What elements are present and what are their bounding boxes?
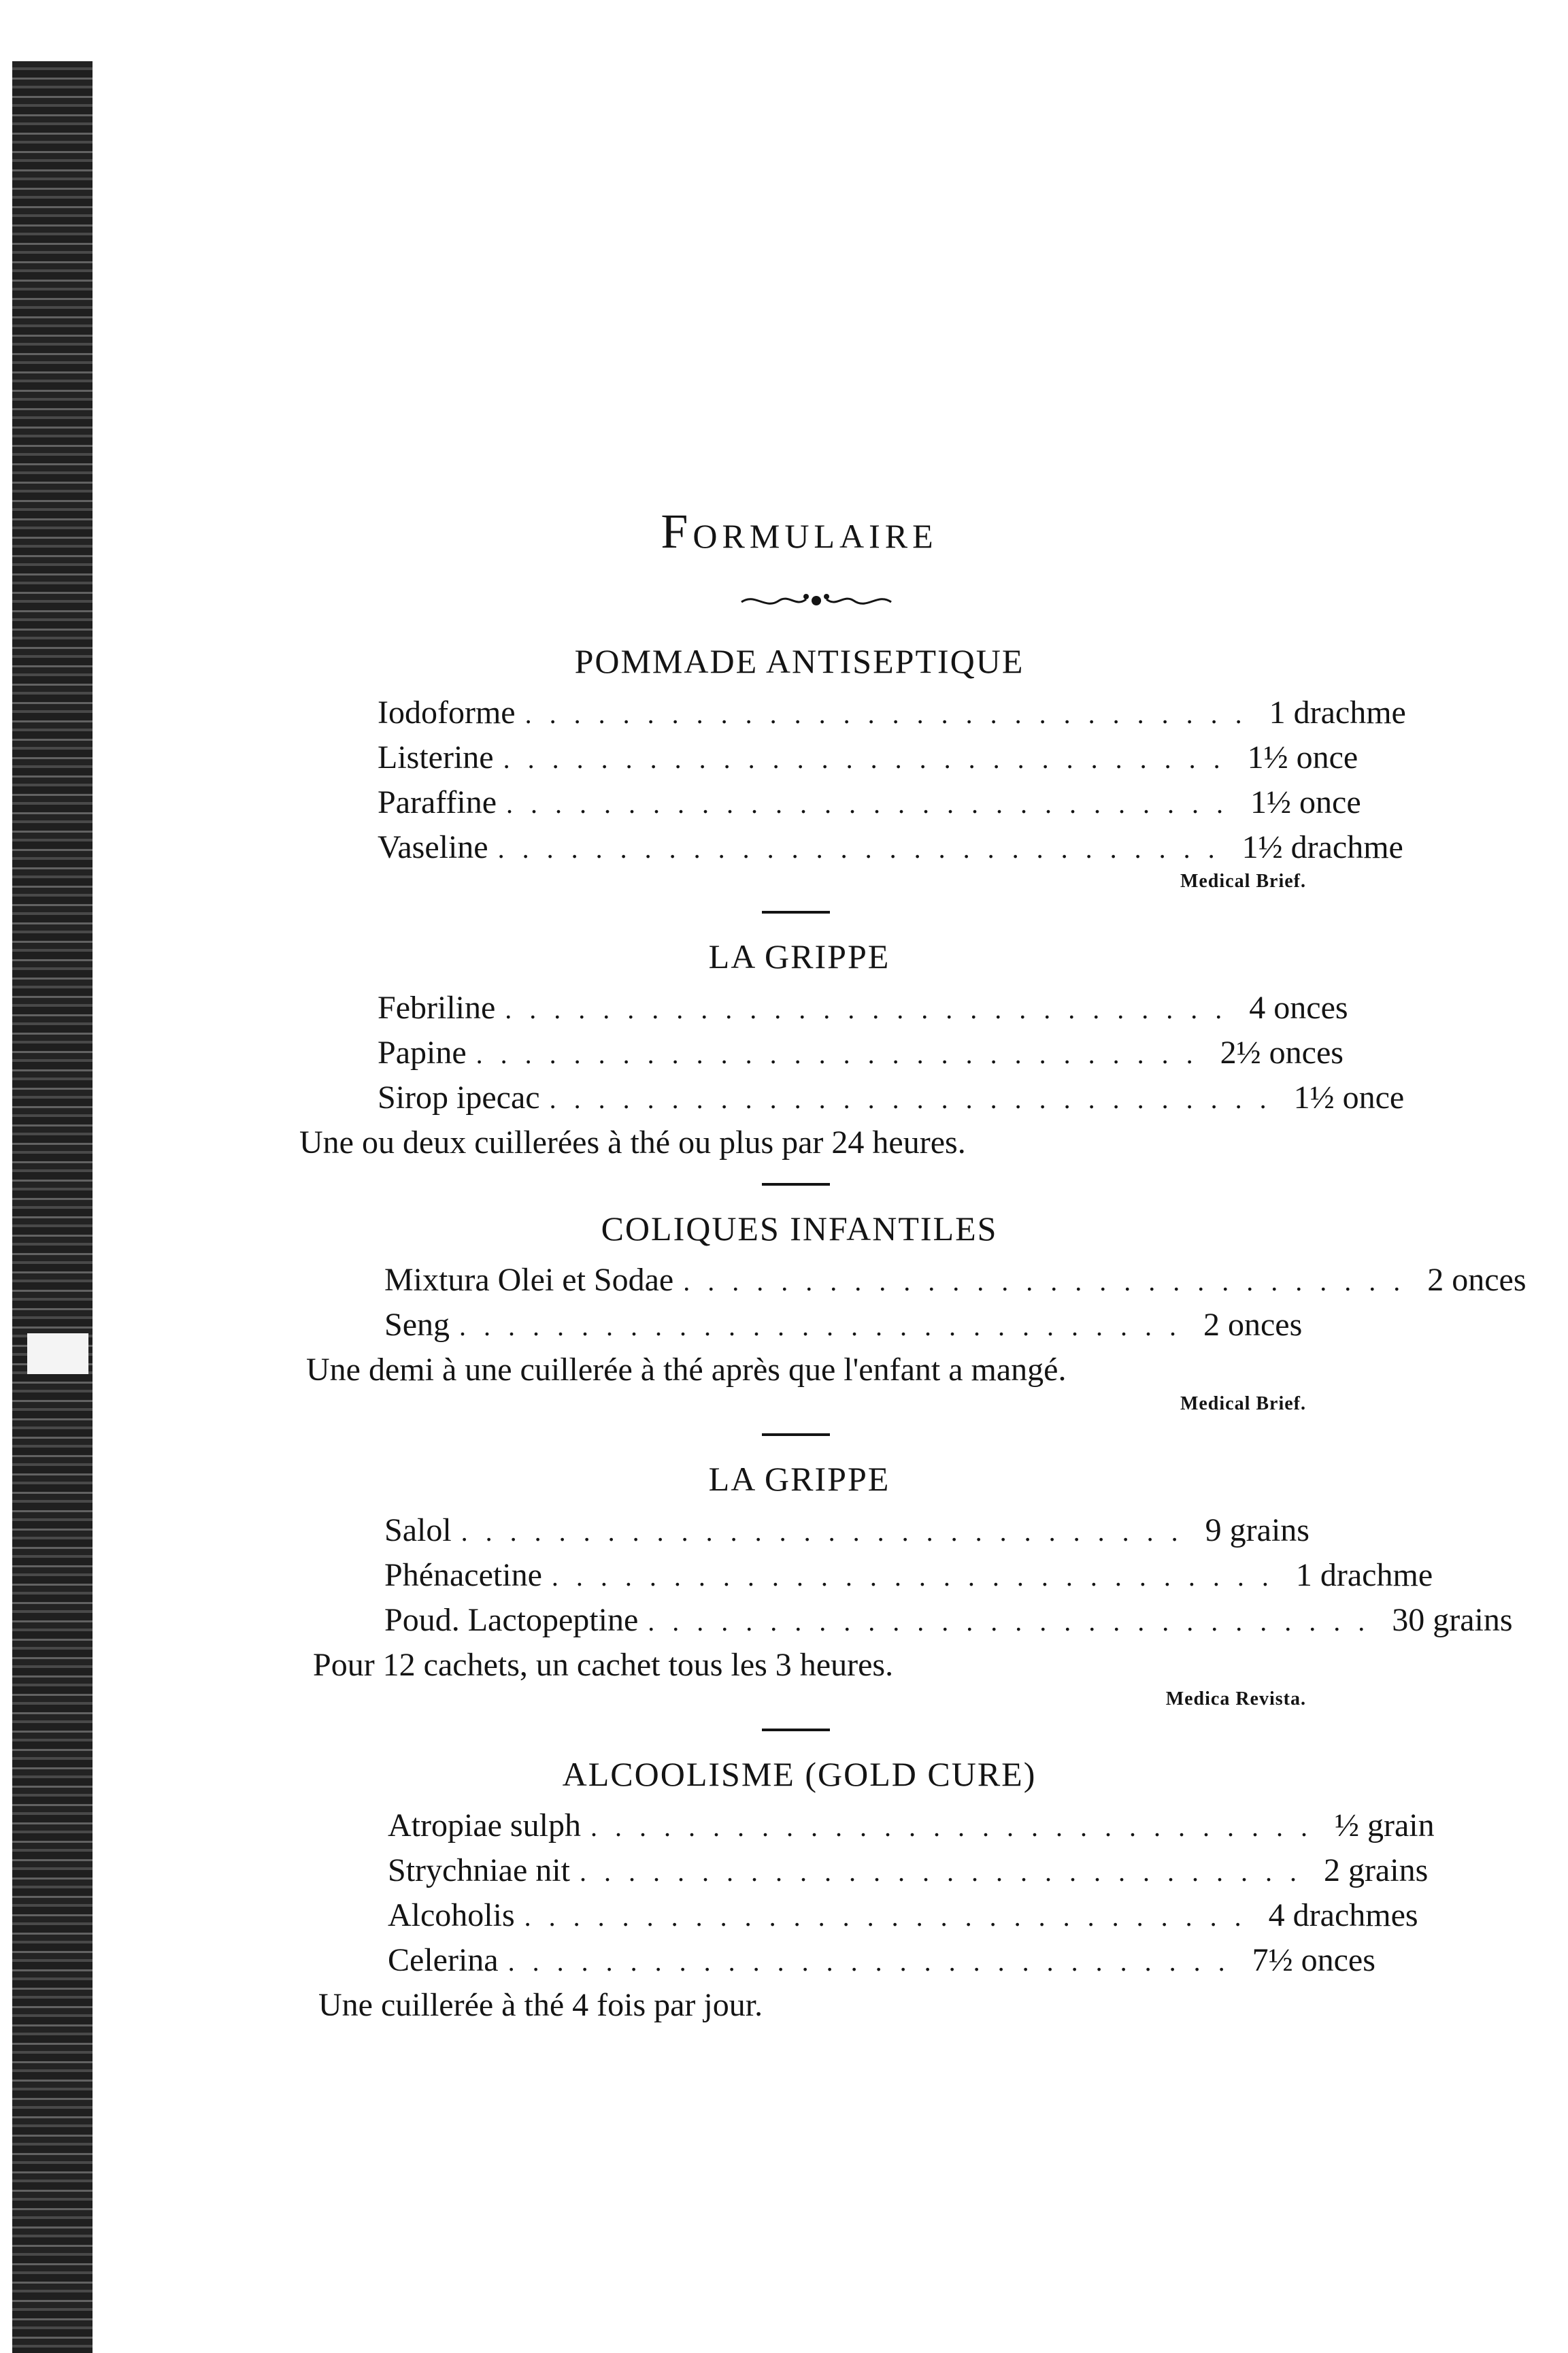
ingredient-name: Strychniae nit <box>388 1852 570 1888</box>
ingredient-quantity: 7½ onces <box>1252 1942 1375 1978</box>
ingredient-name: Iodoforme <box>378 695 516 731</box>
ingredient-quantity: 1 drachme <box>1269 695 1406 731</box>
leader-dots: .............................. <box>551 1561 1286 1592</box>
section-divider <box>762 1729 830 1731</box>
ingredient-row <box>378 825 1403 870</box>
ingredient-quantity: 1½ once <box>1247 739 1358 775</box>
ingredient-quantity: 1½ drachme <box>1241 829 1403 865</box>
ingredient-row <box>384 1553 1433 1598</box>
ingredient-quantity: 2½ onces <box>1220 1035 1344 1071</box>
ingredient-quantity: 4 drachmes <box>1268 1897 1418 1933</box>
leader-dots: .............................. <box>648 1606 1383 1637</box>
ingredient-name: Vaseline <box>378 829 488 865</box>
ingredient-quantity: 4 onces <box>1249 990 1348 1026</box>
ingredient-quantity: 9 grains <box>1205 1512 1310 1548</box>
ingredient-name: Alcoholis <box>388 1897 515 1933</box>
source-citation: Medical Brief. <box>1180 1393 1306 1414</box>
ingredient-row <box>378 1031 1344 1075</box>
section-la-grippe-2 <box>299 1459 1513 1711</box>
scanned-binding-edge <box>12 61 93 2353</box>
binding-edge-gap <box>27 1333 88 1374</box>
ingredient-row <box>378 986 1348 1031</box>
leader-dots: .............................. <box>507 1946 1243 1977</box>
ingredient-name: Poud. Lactopeptine <box>384 1602 639 1638</box>
ingredient-row <box>378 1075 1405 1120</box>
ingredient-name: Listerine <box>378 739 494 775</box>
dosage-instruction: Pour 12 cachets, un cachet tous les 3 heures. <box>313 1647 894 1683</box>
ingredient-row <box>384 1508 1310 1553</box>
leader-dots: .............................. <box>506 788 1241 819</box>
dosage-instruction: Une demi à une cuillerée à thé après que l'enfant a mangé. <box>306 1352 1067 1388</box>
ingredient-row <box>388 1893 1418 1938</box>
ingredient-quantity: 1½ once <box>1293 1080 1405 1116</box>
leader-dots: .............................. <box>524 699 1260 729</box>
section-heading: ALCOOLISME (GOLD CURE) <box>562 1755 1037 1793</box>
ingredient-name: Salol <box>384 1512 452 1548</box>
leader-dots: .............................. <box>461 1516 1196 1547</box>
section-heading: POMMADE ANTISEPTIQUE <box>574 642 1024 680</box>
ingredient-quantity: ½ grain <box>1334 1807 1435 1843</box>
section-pommade-antiseptique <box>299 641 1406 893</box>
ingredient-row <box>384 1258 1527 1303</box>
leader-dots: .............................. <box>549 1084 1284 1114</box>
section-alcoolisme <box>299 1754 1435 2028</box>
section-heading: LA GRIPPE <box>708 1460 890 1498</box>
ingredient-name: Paraffine <box>378 784 497 820</box>
section-coliques-infantiles <box>299 1209 1527 1416</box>
formulary-content <box>299 503 1527 2028</box>
section-divider <box>762 1183 830 1186</box>
section-divider <box>762 911 830 914</box>
ingredient-name: Mixtura Olei et Sodae <box>384 1262 674 1298</box>
ingredient-name: Celerina <box>388 1942 499 1978</box>
ingredient-name: Sirop ipecac <box>378 1080 540 1116</box>
ingredient-row <box>388 1848 1429 1893</box>
ingredient-quantity: 1 drachme <box>1295 1557 1433 1593</box>
ingredient-row <box>384 1303 1303 1348</box>
source-citation: Medical Brief. <box>1180 871 1306 892</box>
section-divider <box>762 1433 830 1436</box>
ingredient-quantity: 2 onces <box>1427 1262 1527 1298</box>
section-heading: LA GRIPPE <box>708 937 890 975</box>
ingredient-name: Papine <box>378 1035 467 1071</box>
ingredient-row <box>378 690 1406 735</box>
ingredient-name: Phénacetine <box>384 1557 542 1593</box>
leader-dots: .............................. <box>579 1856 1314 1887</box>
scroll-ornament-icon <box>738 587 895 614</box>
section-heading: COLIQUES INFANTILES <box>601 1209 998 1248</box>
dosage-instruction: Une ou deux cuillerées à thé ou plus par 24 heures. <box>299 1124 966 1161</box>
ingredient-quantity: 1½ once <box>1250 784 1361 820</box>
leader-dots: .............................. <box>524 1901 1259 1932</box>
ingredient-name: Seng <box>384 1307 450 1343</box>
ingredient-quantity: 2 grains <box>1323 1852 1429 1888</box>
ingredient-row <box>378 735 1358 780</box>
leader-dots: .............................. <box>505 994 1240 1024</box>
leader-dots: .............................. <box>497 833 1233 864</box>
section-la-grippe <box>299 937 1405 1165</box>
ingredient-name: Febriline <box>378 990 496 1026</box>
ingredient-row <box>388 1803 1435 1848</box>
source-citation: Medica Revista. <box>1165 1688 1306 1709</box>
ingredient-row <box>388 1938 1375 1983</box>
leader-dots: .............................. <box>503 744 1238 774</box>
leader-dots: .............................. <box>590 1812 1325 1842</box>
leader-dots: .............................. <box>476 1039 1211 1069</box>
ingredient-name: Atropiae sulph <box>388 1807 581 1843</box>
ingredient-quantity: 2 onces <box>1203 1307 1303 1343</box>
page-title: Formulaire <box>661 504 938 558</box>
dosage-instruction: Une cuillerée à thé 4 fois par jour. <box>318 1987 763 2023</box>
leader-dots: .............................. <box>459 1311 1194 1341</box>
leader-dots: .............................. <box>683 1266 1418 1297</box>
ingredient-row <box>378 780 1361 825</box>
ingredient-quantity: 30 grains <box>1392 1602 1513 1638</box>
ingredient-row <box>384 1598 1513 1643</box>
